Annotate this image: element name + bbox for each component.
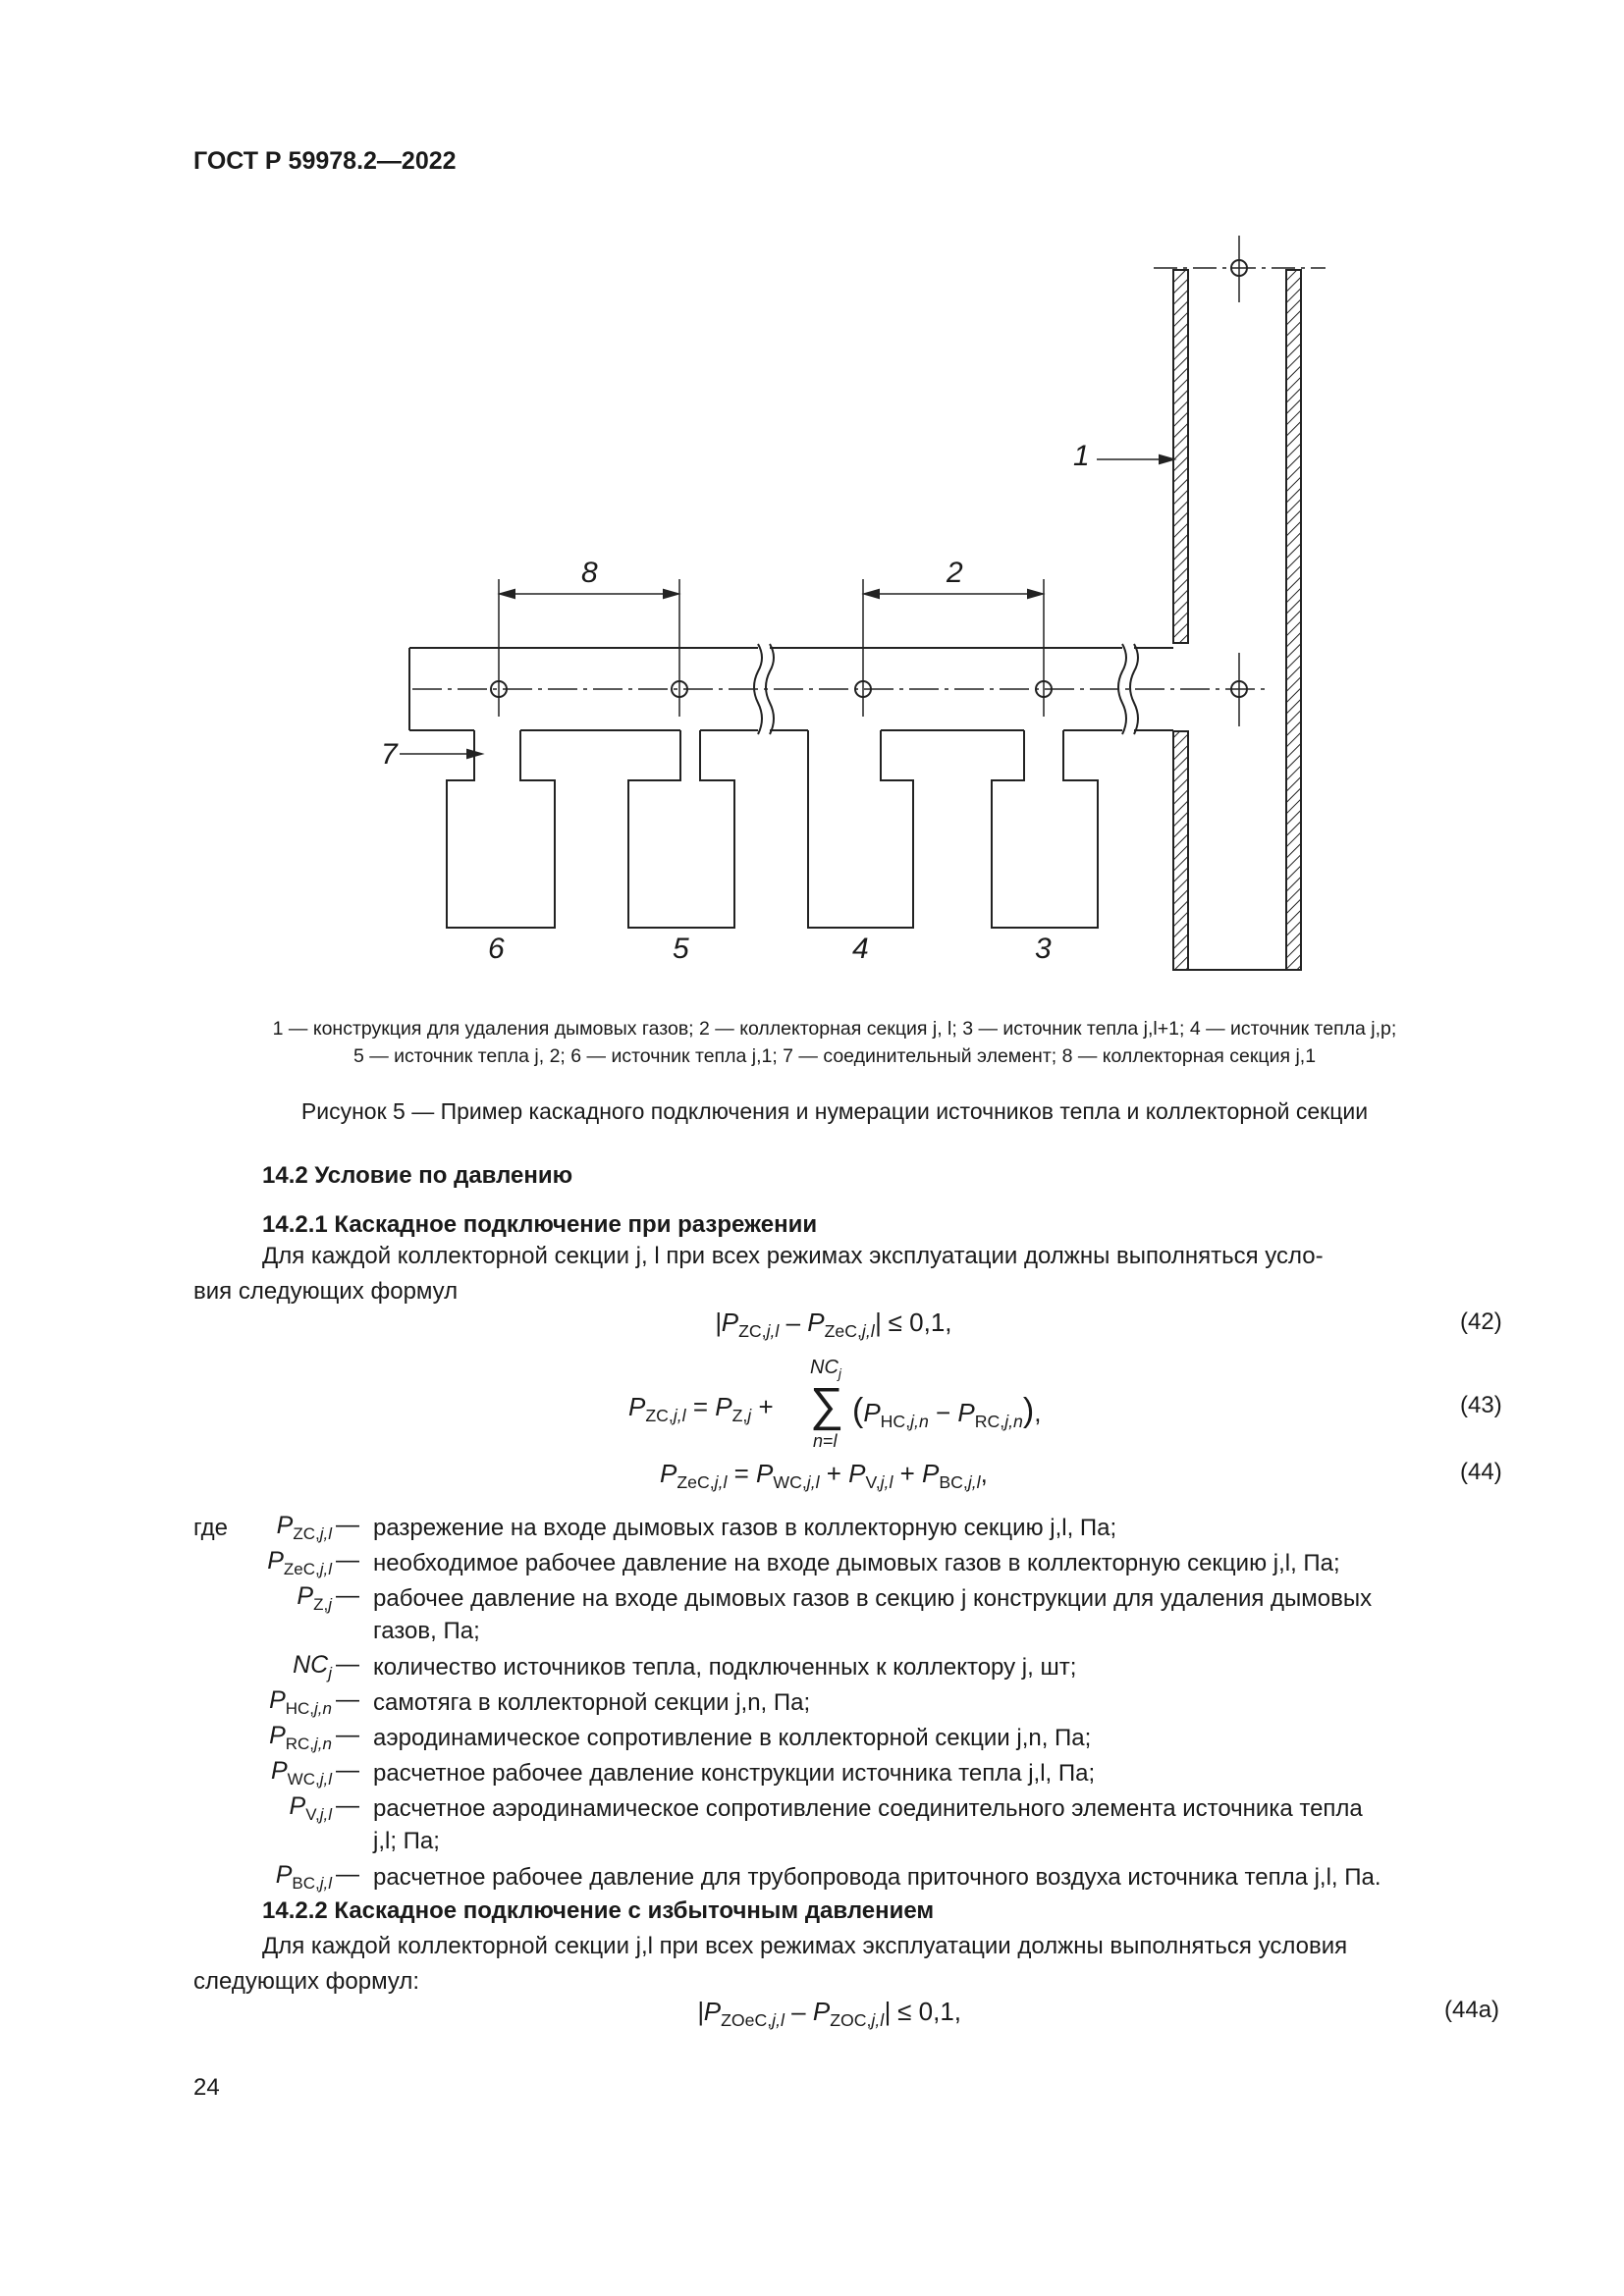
- definition-symbol-prc: $P_{RC,j,n}$: [269, 1722, 332, 1753]
- definition-dash: —: [336, 1757, 359, 1784]
- figure-label-3: 3: [1035, 933, 1052, 965]
- figure-label-6: 6: [488, 933, 505, 965]
- equation-44: $P_{ZeC,j,l} = P_{WC,j,l} + P_{V,j,l} + P_{BC,j,l}$,: [660, 1459, 988, 1493]
- paragraph-14-2-1-line-1: Для каждой коллекторной секции j, l при всех режимах эксплуатации должны выполняться усло-: [262, 1243, 1324, 1269]
- section-title-14-2-1: 14.2.1 Каскадное подключение при разрежении: [262, 1211, 818, 1238]
- definition-dash: —: [336, 1861, 359, 1888]
- equation-number-44a: (44а): [1444, 1997, 1500, 2023]
- equation-42: $|P_{ZC,j,l} - P_{ZeC,j,l}| \le 0,1$,: [715, 1308, 952, 1342]
- equation-number-44: (44): [1460, 1459, 1502, 1485]
- definition-desc: аэродинамическое сопротивление в коллекторной секции j,n, Па;: [373, 1725, 1092, 1751]
- figure-label-8: 8: [581, 557, 598, 589]
- definition-dash: —: [336, 1547, 359, 1574]
- definition-dash: —: [336, 1792, 359, 1819]
- definition-desc: рабочее давление на входе дымовых газов в секцию j конструкции для удаления дымовых: [373, 1585, 1373, 1612]
- definition-desc-cont: j,l; Па;: [373, 1828, 440, 1854]
- paragraph-14-2-2-line-2: следующих формул:: [193, 1968, 420, 1995]
- definition-dash: —: [336, 1582, 359, 1609]
- paragraph-14-2-1-line-2: вия следующих формул: [193, 1278, 459, 1305]
- definition-desc: разрежение на входе дымовых газов в коллекторную секцию j,l, Па;: [373, 1515, 1117, 1541]
- equation-number-42: (42): [1460, 1308, 1502, 1335]
- definition-symbol-pbc: $P_{BC,j,l}$: [275, 1861, 332, 1893]
- definition-desc: самотяга в коллекторной секции j,n, Па;: [373, 1689, 811, 1716]
- equation-number-43: (43): [1460, 1392, 1502, 1418]
- figure-label-5: 5: [673, 933, 689, 965]
- definition-symbol-pv: $P_{V,j,l}$: [289, 1792, 332, 1824]
- definition-symbol-phc: $P_{HC,j,n}$: [269, 1686, 332, 1718]
- definition-desc: расчетное рабочее давление для трубопровода приточного воздуха источника тепла j,l, Па.: [373, 1864, 1381, 1891]
- definition-symbol-nc: $NC_j$: [293, 1651, 332, 1682]
- definition-desc: количество источников тепла, подключенных к коллектору j, шт;: [373, 1654, 1077, 1681]
- page-number: 24: [193, 2074, 220, 2101]
- definition-desc-cont: газов, Па;: [373, 1618, 480, 1644]
- figure-legend-line-1: 1 — конструкция для удаления дымовых газов; 2 — коллекторная секция j, l; 3 — источник тепла j,l+1; 4 — источник тепла j,p;: [272, 1018, 1397, 1040]
- figure-legend-line-2: 5 — источник тепла j, 2; 6 — источник тепла j,1; 7 — соединительный элемент; 8 — коллекторная секция j,1: [352, 1045, 1317, 1067]
- figure-label-7: 7: [381, 738, 398, 771]
- definition-dash: —: [336, 1651, 359, 1678]
- definition-symbol-pzc: $P_{ZC,j,l}$: [276, 1512, 332, 1543]
- definition-desc: необходимое рабочее давление на входе дымовых газов в коллекторную секцию j,l, Па;: [373, 1550, 1340, 1576]
- figure-label-2: 2: [947, 557, 963, 589]
- definition-symbol-pzec: $P_{ZeC,j,l}$: [267, 1547, 332, 1578]
- definition-desc: расчетное рабочее давление конструкции источника тепла j,l, Па;: [373, 1760, 1096, 1787]
- definition-symbol-pwc: $P_{WC,j,l}$: [270, 1757, 332, 1789]
- figure-5-diagram: [0, 0, 1624, 991]
- equation-44a: $|P_{ZOeC,j,l} - P_{ZOC,j,l}| \le 0,1$,: [697, 1997, 962, 2031]
- definition-symbol-pz: $P_{Z,j}$: [297, 1582, 332, 1614]
- figure-label-4: 4: [852, 933, 869, 965]
- figure-label-1: 1: [1073, 440, 1090, 472]
- section-title-14-2: 14.2 Условие по давлению: [262, 1162, 573, 1189]
- figure-caption: Рисунок 5 — Пример каскадного подключения и нумерации источников тепла и коллекторной секции: [300, 1098, 1369, 1124]
- document-header: ГОСТ Р 59978.2—2022: [193, 147, 457, 175]
- definition-dash: —: [336, 1512, 359, 1538]
- definition-desc: расчетное аэродинамическое сопротивление соединительного элемента источника тепла: [373, 1795, 1363, 1822]
- definition-dash: —: [336, 1686, 359, 1713]
- definition-dash: —: [336, 1722, 359, 1748]
- section-title-14-2-2: 14.2.2 Каскадное подключение с избыточным давлением: [262, 1897, 935, 1924]
- paragraph-14-2-2-line-1: Для каждой коллекторной секции j,l при всех режимах эксплуатации должны выполняться условия: [262, 1933, 1348, 1959]
- where-label: где: [193, 1515, 229, 1541]
